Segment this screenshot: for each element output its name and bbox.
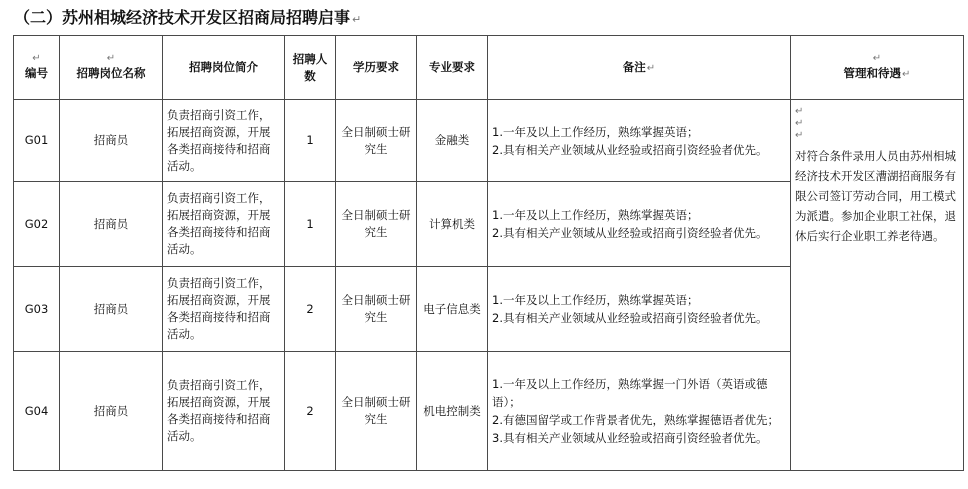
cell-education: 全日制硕士研究生 — [336, 352, 417, 471]
cell-education: 全日制硕士研究生 — [336, 182, 417, 267]
paragraph-mark-icon: ↵ — [32, 53, 41, 64]
cell-intro: 负责招商引资工作，拓展招商资源，开展各类招商接待和招商活动。 — [163, 352, 285, 471]
cell-position: 招商员 — [60, 352, 163, 471]
cell-major: 计算机类 — [417, 182, 488, 267]
table-row — [14, 100, 964, 182]
paragraph-mark-icon: ↵ — [795, 118, 804, 129]
paragraph-mark-icon: ↵ — [872, 52, 882, 64]
header-education: 学历要求 — [336, 36, 417, 100]
remark-line: 2.有德国留学或工作背景者优先，熟练掌握德语者优先； — [492, 413, 779, 427]
remark-line: 1.一年及以上工作经历，熟练掌握英语； — [492, 208, 699, 222]
paragraph-mark-icon: ↵ — [795, 106, 804, 117]
remark-line: 3.具有相关产业领域从业经验或招商引资经验者优先。 — [492, 431, 768, 445]
cell-code: G01 — [14, 100, 60, 182]
management-text: 对符合条件录用人员由苏州相城经济技术开发区漕湖招商服务有限公司签订劳动合同，用工模式为派遣。参加企业职工社保，退休后实行企业职工养老待遇。 — [795, 149, 956, 243]
header-count: 招聘人数 — [285, 36, 336, 100]
cell-count: 1 — [285, 100, 336, 182]
cell-major: 金融类 — [417, 100, 488, 182]
remark-line: 1.一年及以上工作经历，熟练掌握英语； — [492, 124, 699, 139]
remark-line: 1.一年及以上工作经历，熟练掌握一门外语（英语或德语）； — [492, 377, 768, 409]
cell-intro: 负责招商引资工作，拓展招商资源，开展各类招商接待和招商活动。 — [163, 267, 285, 352]
cell-count: 2 — [285, 352, 336, 471]
paragraph-mark-icon: ↵ — [795, 130, 804, 141]
cell-count: 1 — [285, 182, 336, 267]
remark-line: 1.一年及以上工作经历，熟练掌握英语； — [492, 293, 699, 307]
cell-management — [791, 100, 964, 471]
cell-education: 全日制硕士研究生 — [336, 267, 417, 352]
table-header-row — [14, 36, 964, 100]
remark-line: 2.具有相关产业领域从业经验或招商引资经验者优先。 — [492, 226, 768, 240]
cell-major: 电子信息类 — [417, 267, 488, 352]
header-position: ↵ 招聘岗位名称 — [60, 36, 163, 100]
paragraph-mark-icon: ↵ — [352, 13, 362, 26]
cell-remarks — [488, 100, 791, 182]
cell-code: G02 — [14, 182, 60, 267]
page-title — [14, 6, 361, 30]
cell-count: 2 — [285, 267, 336, 352]
cell-remarks — [488, 352, 791, 471]
paragraph-mark-icon: ↵ — [902, 68, 911, 80]
cell-intro: 负责招商引资工作，拓展招商资源，开展各类招商接待和招商活动。 — [163, 182, 285, 267]
header-major: 专业要求 — [417, 36, 488, 100]
cell-major: 机电控制类 — [417, 352, 488, 471]
paragraph-mark-icon: ↵ — [106, 53, 116, 64]
cell-intro: 负责招商引资工作，拓展招商资源，开展各类招商接待和招商活动。 — [163, 100, 285, 182]
cell-remarks — [488, 182, 791, 267]
remark-line: 2.具有相关产业领域从业经验或招商引资经验者优先。 — [492, 311, 768, 325]
cell-code: G03 — [14, 267, 60, 352]
header-management: ↵ 管理和待遇↵ — [791, 36, 964, 100]
recruitment-table — [13, 35, 964, 471]
paragraph-mark-icon: ↵ — [646, 62, 656, 74]
cell-code: G04 — [14, 352, 60, 471]
remark-line: 2.具有相关产业领域从业经验或招商引资经验者优先。 — [492, 142, 768, 157]
header-intro: 招聘岗位简介 — [163, 36, 285, 100]
cell-position: 招商员 — [60, 267, 163, 352]
title-text: （二）苏州相城经济技术开发区招商局招聘启事 — [14, 8, 351, 27]
header-code: ↵ 编号 — [14, 36, 60, 100]
cell-education: 全日制硕士研究生 — [336, 100, 417, 182]
cell-position: 招商员 — [60, 100, 163, 182]
cell-position: 招商员 — [60, 182, 163, 267]
cell-remarks — [488, 267, 791, 352]
header-remarks: 备注↵ — [488, 36, 791, 100]
